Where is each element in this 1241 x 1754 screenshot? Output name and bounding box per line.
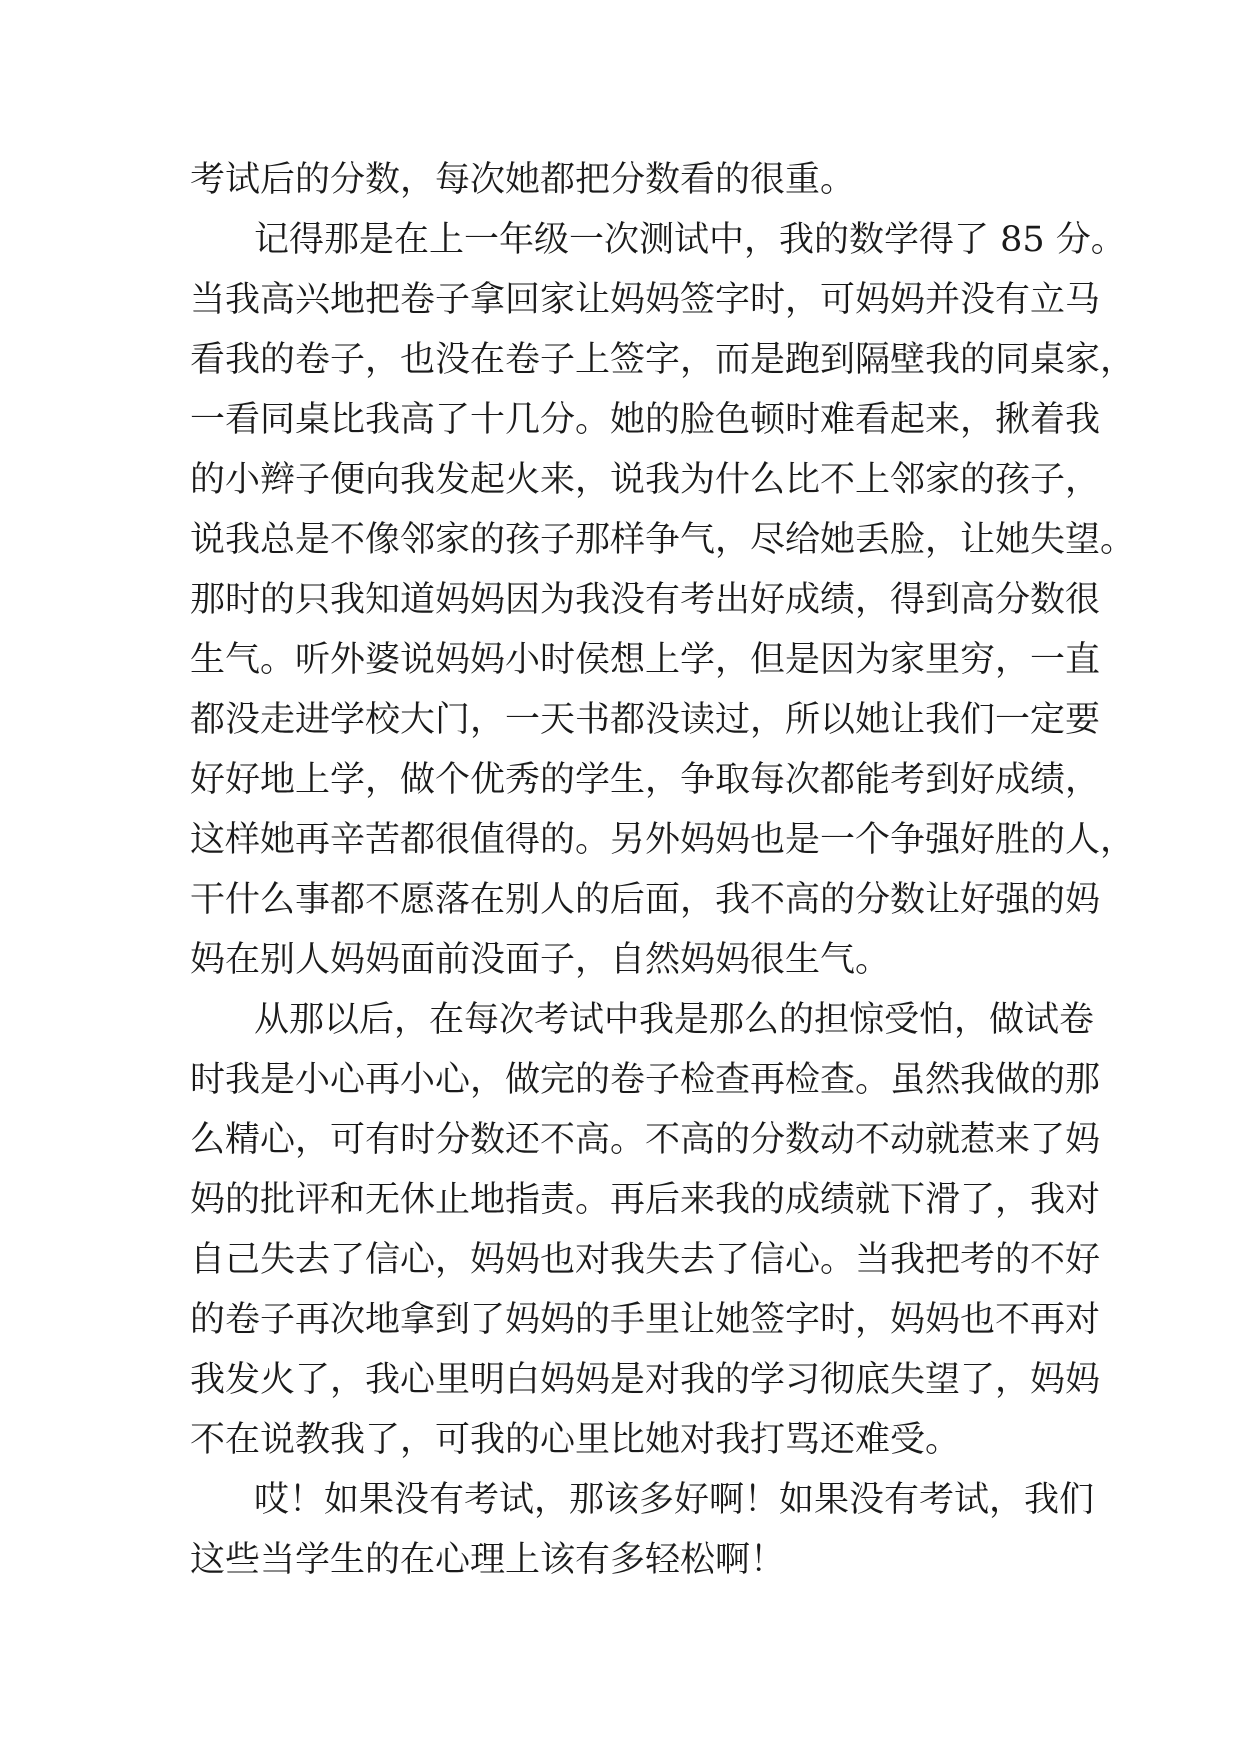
text-line: 时我是小心再小心，做完的卷子检查再检查。虽然我做的那 <box>190 1060 1101 1100</box>
text-line: 干什么事都不愿落在别人的后面，我不高的分数让好强的妈 <box>190 880 1101 920</box>
text-line: 生气。听外婆说妈妈小时侯想上学，但是因为家里穷，一直 <box>190 640 1101 680</box>
text-line: 一看同桌比我高了十几分。她的脸色顿时难看起来，揪着我 <box>190 400 1101 440</box>
paragraph-first-line: 从那以后，在每次考试中我是那么的担惊受怕，做试卷 <box>254 1000 1095 1040</box>
text-line: 自己失去了信心，妈妈也对我失去了信心。当我把考的不好 <box>190 1240 1101 1280</box>
text-line: 好好地上学，做个优秀的学生，争取每次都能考到好成绩， <box>190 760 1101 800</box>
text-line: 这些当学生的在心理上该有多轻松啊！ <box>190 1540 786 1580</box>
text-line: 说我总是不像邻家的孩子那样争气，尽给她丢脸，让她失望。 <box>190 520 1136 560</box>
text-line: 考试后的分数，每次她都把分数看的很重。 <box>190 160 856 200</box>
text-line: 都没走进学校大门，一天书都没读过，所以她让我们一定要 <box>190 700 1101 740</box>
text-line: 看我的卷子，也没在卷子上签字，而是跑到隔壁我的同桌家， <box>190 340 1136 380</box>
text-line: 当我高兴地把卷子拿回家让妈妈签字时，可妈妈并没有立马 <box>190 280 1101 320</box>
paragraph-first-line: 记得那是在上一年级一次测试中，我的数学得了 85 分。 <box>254 220 1126 260</box>
body-text <box>190 150 1136 1590</box>
text-line: 的小辫子便向我发起火来，说我为什么比不上邻家的孩子， <box>190 460 1101 500</box>
paragraph-first-line: 哎！如果没有考试，那该多好啊！如果没有考试，我们 <box>254 1480 1095 1520</box>
text-line: 么精心，可有时分数还不高。不高的分数动不动就惹来了妈 <box>190 1120 1101 1160</box>
text-line: 我发火了，我心里明白妈妈是对我的学习彻底失望了，妈妈 <box>190 1360 1101 1400</box>
text-line: 这样她再辛苦都很值得的。另外妈妈也是一个争强好胜的人， <box>190 820 1136 860</box>
text-line: 妈在别人妈妈面前没面子，自然妈妈很生气。 <box>190 940 891 980</box>
text-line: 的卷子再次地拿到了妈妈的手里让她签字时，妈妈也不再对 <box>190 1300 1101 1340</box>
text-line: 妈的批评和无休止地指责。再后来我的成绩就下滑了，我对 <box>190 1180 1101 1220</box>
text-line: 那时的只我知道妈妈因为我没有考出好成绩，得到高分数很 <box>190 580 1101 620</box>
text-line: 不在说教我了，可我的心里比她对我打骂还难受。 <box>190 1420 961 1460</box>
